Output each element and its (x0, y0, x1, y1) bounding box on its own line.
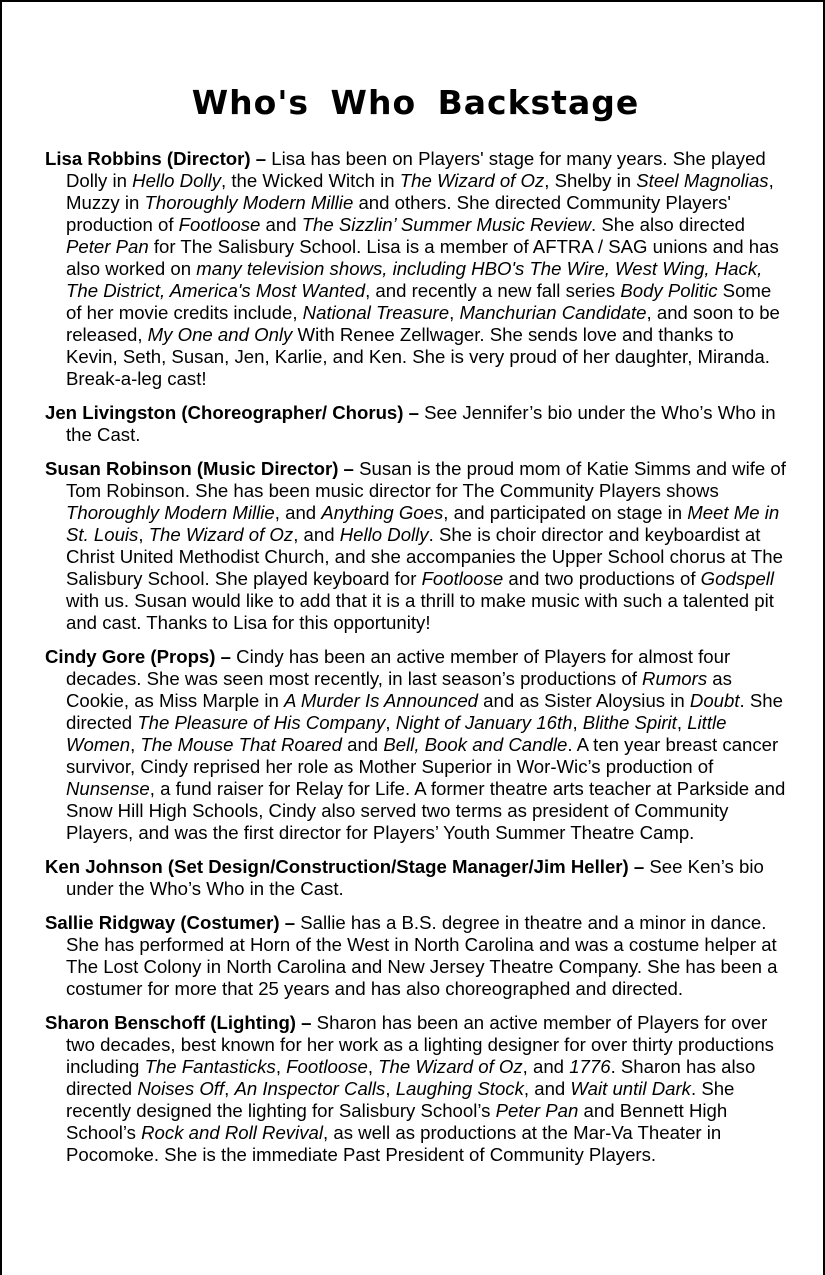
show-title: The Wizard of Oz (378, 1056, 523, 1077)
show-title: The Wizard of Oz (148, 524, 294, 545)
bio-text: , (138, 524, 149, 545)
bio-heading: Ken Johnson (Set Design/Construction/Stage Manager/Jim Heller) – (45, 856, 650, 877)
bio-heading: Lisa Robbins (Director) – (45, 148, 272, 169)
bio-heading: Cindy Gore (Props) – (45, 646, 237, 667)
bio-text: , Muzzy in (66, 170, 774, 213)
show-title: many television shows, including HBO's The Wire, West Wing, Hack, The District, America's Most Wanted (66, 258, 763, 301)
bio-list (45, 148, 786, 1166)
bio-paragraph (45, 1012, 786, 1166)
page-title: Who's Who Backstage (191, 83, 640, 122)
bio-text: , (385, 712, 396, 733)
show-title: Godspell (700, 568, 775, 589)
show-title: Noises Off (137, 1078, 225, 1099)
bio-text: . She recently designed the lighting for Salisbury School’s (66, 1078, 735, 1121)
show-title: National Treasure (302, 302, 450, 323)
bio-paragraph (45, 458, 786, 634)
show-title: Night of January 16th (395, 712, 573, 733)
bio-text: See Jennifer’s bio under the Who’s Who in the Cast. (66, 402, 776, 445)
show-title: An Inspector Calls (234, 1078, 386, 1099)
bio-text: , (676, 712, 688, 733)
show-title: Nunsense (66, 778, 150, 799)
show-title: Wait until Dark (570, 1078, 691, 1099)
bio-text: , and participated on stage in (443, 502, 688, 523)
bio-text: , and (274, 502, 322, 523)
show-title: Steel Magnolias (636, 170, 769, 191)
bio-text: , a fund raiser for Relay for Life. A former theatre arts teacher at Parkside and Snow Hill High Schools, Cindy also served two terms as president of Community Players, and was the first director for Players’ Youth Summer Theatre Camp. (66, 778, 786, 843)
bio-text: , as well as productions at the Mar-Va Theater in Pocomoke. She is the immediate Past President of Community Players. (66, 1122, 722, 1165)
show-title: 1776 (569, 1056, 611, 1077)
bio-text: Lisa has been on Players' stage for many years. She played Dolly in (66, 148, 766, 191)
show-title: Laughing Stock (395, 1078, 524, 1099)
bio-text: and (260, 214, 302, 235)
bio-heading: Sallie Ridgway (Costumer) – (45, 912, 301, 933)
show-title: Footloose (421, 568, 504, 589)
show-title: My One and Only (147, 324, 293, 345)
bio-text: and two productions of (503, 568, 701, 589)
bio-text: Susan is the proud mom of Katie Simms and wife of Tom Robinson. She has been music director for The Community Players shows (66, 458, 786, 501)
bio-text: , (275, 1056, 287, 1077)
bio-text: . She also directed (591, 214, 746, 235)
bio-text: Cindy has been an active member of Players for almost four decades. She was seen most recently, in last season’s productions of (66, 646, 731, 689)
show-title: Bell, Book and Candle (383, 734, 568, 755)
bio-text: , (385, 1078, 396, 1099)
show-title: The Wizard of Oz (399, 170, 545, 191)
show-title: Footloose (178, 214, 261, 235)
show-title: The Mouse That Roared (140, 734, 342, 755)
bio-heading: Jen Livingston (Choreographer/ Chorus) – (45, 402, 425, 423)
bio-text: See Ken’s bio under the Who’s Who in the Cast. (66, 856, 764, 899)
show-title: Meet Me in St. Louis (66, 502, 780, 545)
bio-paragraph (45, 912, 786, 1000)
bio-text: , the Wicked Witch in (221, 170, 400, 191)
show-title: Body Politic (620, 280, 718, 301)
bio-text: , (449, 302, 460, 323)
bio-paragraph (45, 646, 786, 844)
show-title: Doubt (689, 690, 740, 711)
bio-text: With Renee Zellwager. She sends love and thanks to Kevin, Seth, Susan, Jen, Karlie, and Ken. She is very proud of her daughter, Miranda. Break-a-leg cast! (66, 324, 770, 389)
bio-text: as Cookie, as Miss Marple in (66, 668, 732, 711)
bio-text: , Shelby in (544, 170, 637, 191)
bio-text: . She is choir director and keyboardist at Christ United Methodist Church, and she accompanies the Upper School chorus at The Salisbury School. She played keyboard for (66, 524, 783, 589)
show-title: Little Women (66, 712, 727, 755)
bio-text: . She directed (66, 690, 783, 733)
show-title: Thoroughly Modern Millie (144, 192, 354, 213)
show-title: The Sizzlin’ Summer Music Review (301, 214, 592, 235)
show-title: Manchurian Candidate (459, 302, 647, 323)
bio-paragraph (45, 856, 786, 900)
bio-paragraph (45, 402, 786, 446)
show-title: Rock and Roll Revival (141, 1122, 324, 1143)
show-title: Hello Dolly (339, 524, 429, 545)
show-title: Thoroughly Modern Millie (66, 502, 275, 523)
bio-text: , and soon to be released, (66, 302, 780, 345)
bio-text: , and (293, 524, 340, 545)
bio-text: and others. She directed Community Players' production of (66, 192, 731, 235)
bio-text: for The Salisbury School. Lisa is a member of AFTRA / SAG unions and has also worked on (66, 236, 779, 279)
bio-text: Sharon has been an active member of Players for over two decades, best known for her work as a lighting designer for over thirty productions including (66, 1012, 774, 1077)
bio-heading: Sharon Benschoff (Lighting) – (45, 1012, 317, 1033)
show-title: The Pleasure of His Company (137, 712, 386, 733)
bio-text: , and (522, 1056, 570, 1077)
bio-text: . Sharon has also directed (66, 1056, 756, 1099)
show-title: The Fantasticks (144, 1056, 276, 1077)
bio-text: Some of her movie credits include, (66, 280, 772, 323)
bio-paragraph (45, 148, 786, 390)
bio-text: , (367, 1056, 379, 1077)
bio-text: . A ten year breast cancer survivor, Cindy reprised her role as Mother Superior in Wor-Wic’s production of (66, 734, 779, 777)
bio-text: and as Sister Aloysius in (478, 690, 690, 711)
bio-text: and (341, 734, 384, 755)
bio-text: and Bennett High School’s (66, 1100, 728, 1143)
show-title: Hello Dolly (132, 170, 222, 191)
bio-text: with us. Susan would like to add that it is a thrill to make music with such a talented pit and cast. Thanks to Lisa for this opportunity! (66, 590, 774, 633)
show-title: A Murder Is Announced (284, 690, 479, 711)
bio-text: , and recently a new fall series (365, 280, 621, 301)
bio-text: Sallie has a B.S. degree in theatre and a minor in dance. She has performed at Horn of the West in North Carolina and was a costume helper at The Lost Colony in North Carolina and New Jersey Theatre Company. She has been a costumer for more that 25 years and has also choreographed and directed. (66, 912, 778, 999)
show-title: Peter Pan (495, 1100, 579, 1121)
show-title: Footloose (286, 1056, 368, 1077)
show-title: Rumors (642, 668, 708, 689)
show-title: Blithe Spirit (582, 712, 677, 733)
show-title: Peter Pan (66, 236, 149, 257)
bio-text: , (130, 734, 141, 755)
bio-text: , (572, 712, 583, 733)
bio-heading: Susan Robinson (Music Director) – (45, 458, 360, 479)
bio-text: , (224, 1078, 235, 1099)
show-title: Anything Goes (321, 502, 444, 523)
bio-text: , and (523, 1078, 571, 1099)
